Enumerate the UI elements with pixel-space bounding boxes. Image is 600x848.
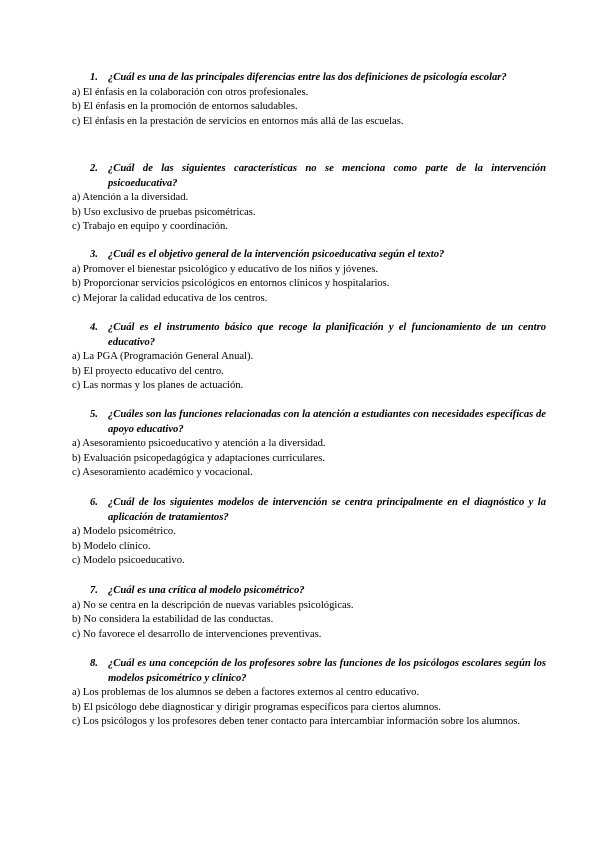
question-heading <box>0 584 600 599</box>
option-a: a) Los problemas de los alumnos se deben a factores externos al centro educativo. <box>72 687 420 699</box>
option-b: b) No considera la estabilidad de las conductas. <box>72 614 274 626</box>
question-heading <box>0 496 600 525</box>
question-7 <box>0 584 600 642</box>
question-3 <box>0 248 600 306</box>
option-b: b) Proporcionar servicios psicológicos en entornos clínicos y hospitalarios. <box>72 278 390 290</box>
question-5 <box>0 408 600 481</box>
option-b: b) El psicólogo debe diagnosticar y dirigir programas específicos para ciertos alumnos. <box>72 701 441 713</box>
question-text: ¿Cuál de los siguientes modelos de intervención se centra principalmente en el diagnóstico y la aplicación de tratamientos? <box>108 497 546 523</box>
question-number: 8. <box>90 658 98 669</box>
option-c: c) Trabajo en equipo y coordinación. <box>72 221 228 233</box>
option-a: a) Modelo psicométrico. <box>72 526 176 538</box>
option-a: a) La PGA (Programación General Anual). <box>72 351 254 363</box>
question-text: ¿Cuáles son las funciones relacionadas con la atención a estudiantes con necesidades específicas de apoyo educativo? <box>108 409 546 435</box>
option-c: c) Los psicólogos y los profesores deben tener contacto para intercambiar información sobre los alumnos. <box>72 716 521 728</box>
option-b: b) Evaluación psicopedagógica y adaptaciones curriculares. <box>72 452 325 464</box>
question-2 <box>0 162 600 235</box>
option-c: c) El énfasis en la prestación de servicios en entornos más allá de las escuelas. <box>72 115 404 127</box>
option-c: c) Modelo psicoeducativo. <box>72 555 185 567</box>
option-c: c) Asesoramiento académico y vocacional. <box>72 467 253 479</box>
question-text: ¿Cuál es el objetivo general de la intervención psicoeducativa según el texto? <box>108 249 445 260</box>
option-a: a) El énfasis en la colaboración con otros profesionales. <box>72 86 309 98</box>
option-a: a) Promover el bienestar psicológico y educativo de los niños y jóvenes. <box>72 263 378 275</box>
question-number: 1. <box>90 72 98 83</box>
question-6 <box>0 496 600 569</box>
option-b: b) El proyecto educativo del centro. <box>72 365 224 377</box>
question-heading <box>0 657 600 686</box>
question-number: 3. <box>90 249 98 260</box>
option-b: b) El énfasis en la promoción de entornos saludables. <box>72 101 298 113</box>
question-heading <box>0 162 600 191</box>
question-heading <box>0 71 600 86</box>
option-b: b) Modelo clínico. <box>72 540 151 552</box>
question-8 <box>0 657 600 730</box>
option-a: a) No se centra en la descripción de nuevas variables psicológicas. <box>72 599 354 611</box>
option-c: c) No favorece el desarrollo de intervenciones preventivas. <box>72 628 322 640</box>
question-text: ¿Cuál es una concepción de los profesores sobre las funciones de los psicólogos escolares según los modelos psicométrico y clínico? <box>108 658 546 684</box>
option-a: a) Asesoramiento psicoeducativo y atención a la diversidad. <box>72 438 326 450</box>
question-number: 6. <box>90 497 98 508</box>
question-heading <box>0 248 600 263</box>
question-text: ¿Cuál de las siguientes características no se menciona como parte de la intervención psicoeducativa? <box>108 163 546 189</box>
question-text: ¿Cuál es una de las principales diferencias entre las dos definiciones de psicología escolar? <box>108 72 507 83</box>
question-text: ¿Cuál es una crítica al modelo psicométrico? <box>108 585 305 596</box>
question-number: 2. <box>90 163 98 174</box>
question-heading <box>0 408 600 437</box>
question-text: ¿Cuál es el instrumento básico que recoge la planificación y el funcionamiento de un centro educativo? <box>108 322 546 348</box>
question-number: 4. <box>90 322 98 333</box>
question-number: 7. <box>90 585 98 596</box>
question-heading <box>0 321 600 350</box>
question-number: 5. <box>90 409 98 420</box>
option-c: c) Mejorar la calidad educativa de los centros. <box>72 292 268 304</box>
option-c: c) Las normas y los planes de actuación. <box>72 380 244 392</box>
option-b: b) Uso exclusivo de pruebas psicométricas. <box>72 206 256 218</box>
question-4 <box>0 321 600 394</box>
option-a: a) Atención a la diversidad. <box>72 192 189 204</box>
question-1 <box>0 71 600 129</box>
